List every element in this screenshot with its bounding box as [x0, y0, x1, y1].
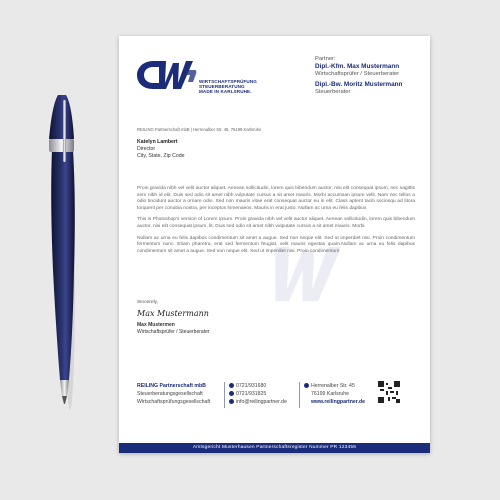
- footer-register-bar: Amtsgericht Musterhausen Partnerschaftsregister Nummer PR 123456: [119, 443, 430, 453]
- footer-fax: 0721/931825: [236, 391, 267, 397]
- footer-company-name: REILING Partnerschaft mbB: [137, 383, 206, 389]
- recipient-title: Director: [137, 146, 156, 152]
- recipient-address: City, State, Zip Code: [137, 153, 185, 159]
- phone-icon: [229, 383, 234, 388]
- closing-text: Sincerely,: [137, 300, 159, 305]
- footer-company: [137, 382, 210, 406]
- partner-role-2: Steuerberater: [315, 88, 351, 95]
- body-paragraph-3: Nullam ac urna eu felis dapibus condimentum sit amet a augue. Sed non neque elit. Sed ut imperdiet nisi. Proin condimentum fermentum nunc. Etiam pharetra, erat sed fermentum feugiat, velit mauris egestas quam.Nullam ac urna eu felis dapibus condimentum sit amet a augue. Sed non neque elit. Sed ut imperdiet nisi. Proin condimentum: [137, 235, 415, 254]
- mail-icon: [229, 399, 234, 404]
- partner-name-2: Dipl.-Bw. Moritz Mustermann: [315, 81, 403, 89]
- signer-role: Wirtschaftsprüfer / Steuerberater: [137, 328, 210, 335]
- qr-code: [378, 381, 400, 403]
- footer-company-line-2: Steuerberatungsgesellschaft: [137, 391, 203, 397]
- footer-address: [304, 382, 365, 406]
- logo-line-1: WIRTSCHAFTSPRÜFUNG: [199, 79, 257, 84]
- footer-website: www.reilingpartner.de: [311, 399, 365, 405]
- location-icon: [304, 383, 309, 388]
- letterhead-sheet: [119, 36, 430, 453]
- footer-divider: [299, 382, 300, 408]
- company-logo: [135, 58, 265, 96]
- fax-icon: [229, 391, 234, 396]
- footer-phone: 0721/931680: [236, 383, 267, 389]
- signer-name: Max Mustermen: [137, 322, 175, 328]
- partner-role-1: Wirtschaftsprüfer / Steuerberater: [315, 70, 400, 77]
- body-paragraph-1: Proin gravida nibh vel velit auctor aliquet. Aenean sollicitudin, lorem quis bibendum auctor, nisi elit consequat ipsum, nec sagittis sem nibh id elit. Duis sed odio sit amet nibh vulputate cursus a sit amet mauris. Morbi accumsan ipsum velit. Nam nec tellus a odio tincidunt auctor a ornare odio. Sed non mauris vitae erat consequat auctor eu in elit. Class aptent taciti sociosqu ad litora torquent per conubia nostra, per inceptos himenaeos. Mauris in erat justo. Nullam ac urna eu felis dapibus: [137, 186, 415, 211]
- body-paragraph-2: This is Photoshop's version of Lorem Ipsum. Proin gravida nibh vel velit auctor aliquet. Aenean sollicitudin, lorem quis bibendum auctor, nisi elit consequat ipsum, lit. Duis sed odio sit amet nibh vulputate cursus a sit amet mauris. Morbi: [137, 217, 415, 229]
- recipient-name: Katelyn Lambert: [137, 139, 178, 145]
- logo-mark: [135, 58, 197, 92]
- partner-heading: Partner:: [315, 56, 336, 62]
- footer-street: Herrenalber Str. 45: [311, 383, 355, 389]
- recipient-block: [137, 139, 184, 160]
- footer-company-line-3: Wirtschaftsprüfungsgesellschaft: [137, 399, 211, 405]
- logo-line-2: STEUERBERATUNG: [199, 84, 245, 90]
- letter-body: [137, 186, 415, 260]
- footer-email: info@reilingpartner.de: [236, 399, 287, 405]
- logo-line-3: MADE IN KARLSRUHE.: [199, 89, 252, 95]
- signature: Max Mustermann: [137, 309, 209, 318]
- footer-contact: [229, 382, 287, 406]
- partner-name-1: Dipl.-Kfm. Max Mustermann: [315, 63, 400, 71]
- footer-divider: [224, 382, 225, 408]
- logo-text: [199, 79, 257, 95]
- signer-block: [137, 322, 210, 335]
- sender-address-line: REILING Partnerschaft mbB | Herrenalber Str. 45, 76199 Karlsruhe: [137, 127, 262, 132]
- footer-city: 76199 Karlsruhe: [311, 391, 350, 397]
- partner-block: [315, 56, 425, 96]
